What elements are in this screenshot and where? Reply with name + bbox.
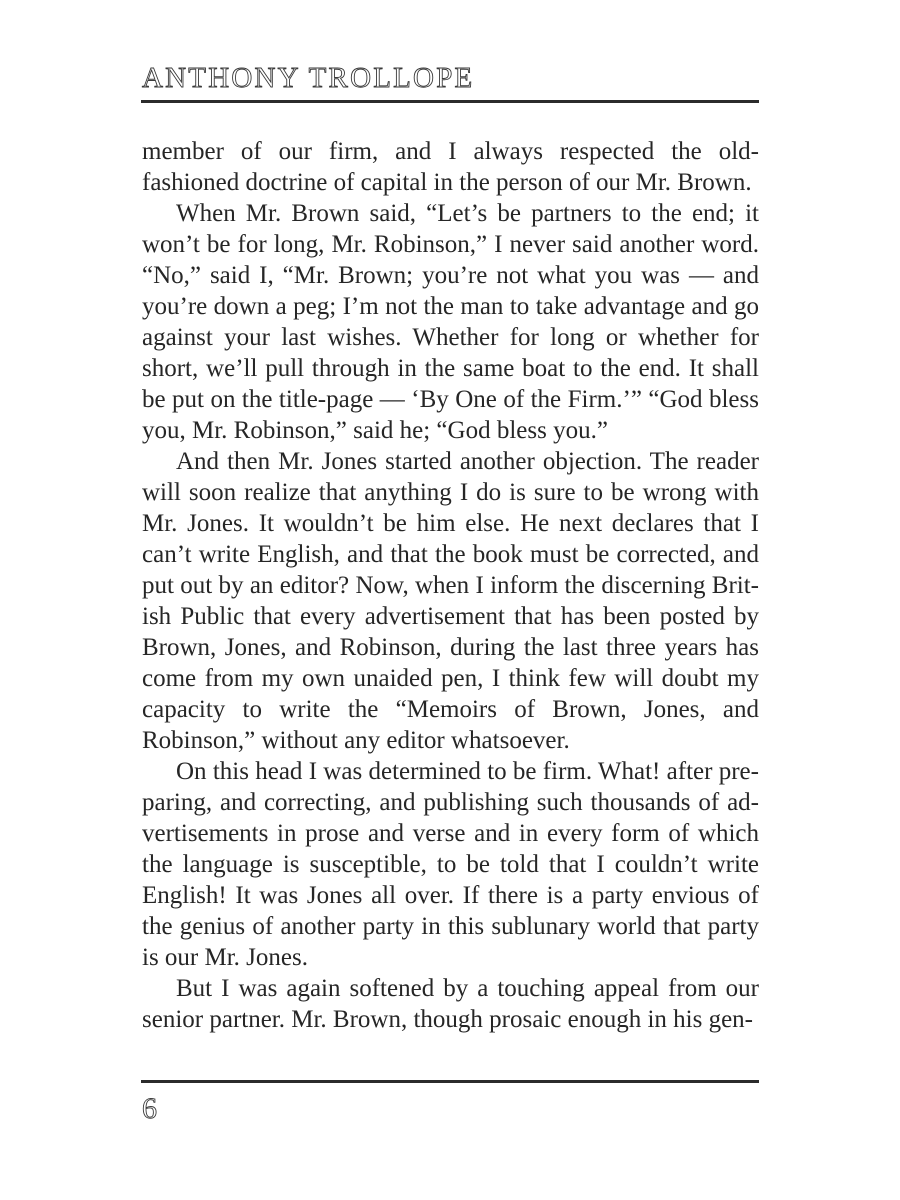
paragraph-continued: member of our firm, and I always respected the old-fashioned doctrine of capital in the person of our Mr. Brown. [142, 138, 759, 196]
page-number: 6 [142, 1092, 157, 1125]
paragraph: When Mr. Brown said, “Let’s be partners to the end; it won’t be for long, Mr. Robinson,” I never said another word. “No,” said I, “Mr. Brown; you’re not what you was — and you’re down a peg; I’m not the man to take advantage and go against your last wishes. Whether for long or whether for short, we’ll pull through in the same boat to the end. It shall be put on the title-page — ‘By One of the Firm.’” “God bless you, Mr. Robinson,” said he; “God bless you.” [142, 200, 759, 444]
paragraph: On this head I was determined to be firm. What! after preparing, and correcting, and publishing such thousands of advertisements in prose and verse and in every form of which the language is susceptible, to be told that I couldn’t write English! It was Jones all over. If there is a party envious of the genius of another party in this sublunary world that party is our Mr. Jones. [142, 758, 759, 971]
footer-rule [141, 1080, 759, 1083]
running-head-author: ANTHONY TROLLOPE [142, 62, 475, 94]
paragraph: But I was again softened by a touching appeal from our senior partner. Mr. Brown, though prosaic enough in his gen- [142, 975, 759, 1033]
paragraph: And then Mr. Jones started another objection. The reader will soon realize that anything I do is sure to be wrong with Mr. Jones. It wouldn’t be him else. He next declares that I can’t write English, and that the book must be corrected, and put out by an editor? Now, when I inform the discerning British Public that every advertisement that has been posted by Brown, Jones, and Robinson, during the last three years has come from my own unaided pen, I think few will doubt my capacity to write the “Memoirs of Brown, Jones, and Robinson,” without any editor whatsoever. [142, 448, 759, 754]
page-body [142, 136, 759, 1035]
header-rule [141, 100, 759, 103]
